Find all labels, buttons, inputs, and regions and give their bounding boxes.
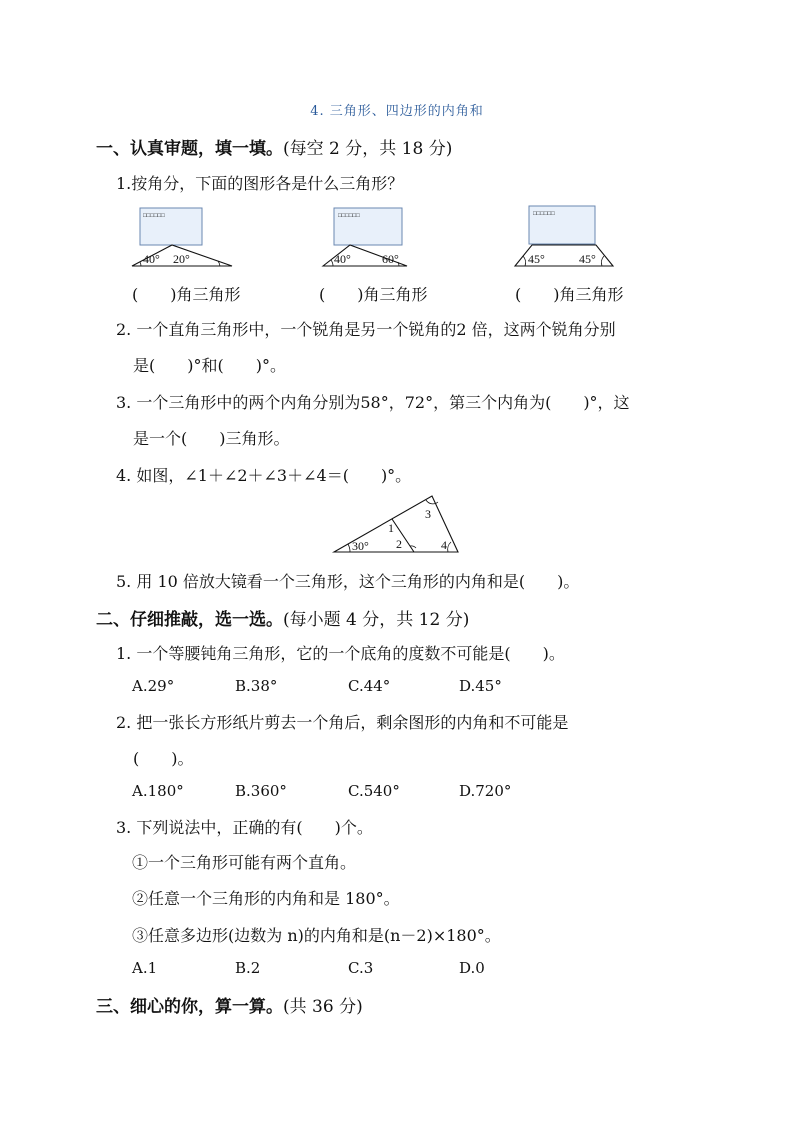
section2-heading: [96, 605, 469, 630]
s1-q1-text: 1.按角分，下面的图形各是什么三角形？: [116, 174, 404, 193]
fig2-angle-a: 40°: [334, 252, 351, 266]
s1-q1-answer-2: ( )角三角形: [319, 285, 428, 304]
s2-q2-option-b: B.360°: [235, 782, 287, 800]
s2-q3-option-c: C.3: [348, 959, 374, 977]
section2-note: (每小题 4 分，共 12 分): [283, 610, 470, 630]
triangle-figure-2: [320, 205, 420, 270]
s1-q5-text: 5. 用 10 倍放大镜看一个三角形，这个三角形的内角和是( )。: [116, 572, 580, 591]
page-title: 4. 三角形、四边形的内角和: [310, 104, 484, 119]
section3-heading-text: 三、细心的你，算一算。: [96, 997, 283, 1017]
s2-q3-statement-3: ③任意多边形(边数为 n)的内角和是(n－2)×180°。: [132, 926, 501, 945]
s2-q3-text: 3. 下列说法中，正确的有( )个。: [116, 818, 373, 837]
s2-q1-option-d: D.45°: [459, 677, 502, 695]
s2-q2-option-a: A.180°: [132, 782, 184, 800]
s2-q3-option-b: B.2: [235, 959, 261, 977]
section3-note: (共 36 分): [283, 997, 363, 1017]
card-1: [140, 208, 202, 245]
card-2-text: □□□□□□: [338, 213, 360, 219]
triangle-figure-1: [128, 205, 240, 270]
fig3-angle-b: 45°: [579, 252, 596, 266]
q4-angle-30: 30°: [352, 539, 369, 553]
s2-q2-line1: 2. 把一张长方形纸片剪去一个角后，剩余图形的内角和不可能是: [116, 713, 569, 732]
s2-q3-option-a: A.1: [132, 959, 158, 977]
s1-q2-line1: 2. 一个直角三角形中，一个锐角是另一个锐角的2 倍，这两个锐角分别: [116, 320, 616, 339]
section1-note: (每空 2 分，共 18 分): [283, 139, 453, 159]
s2-q3-statement-1: ①一个三角形可能有两个直角。: [132, 853, 357, 872]
q4-label-2: 2: [396, 537, 402, 551]
s1-q3-line1: 3. 一个三角形中的两个内角分别为58°，72°，第三个内角为( )°，这: [116, 393, 630, 412]
fig1-angle-a: 40°: [143, 252, 160, 266]
s1-q4-text: 4. 如图，∠1＋∠2＋∠3＋∠4＝( )°。: [116, 466, 412, 485]
card-2: [334, 208, 402, 245]
fig3-angle-a: 45°: [528, 252, 545, 266]
s1-q2-line2: 是( )°和( )°。: [133, 356, 286, 375]
fig1-angle-b: 20°: [173, 252, 190, 266]
card-3-text: □□□□□□: [533, 211, 555, 217]
section1-heading: [96, 134, 452, 159]
q4-label-3: 3: [425, 507, 431, 521]
s2-q1-option-a: A.29°: [132, 677, 175, 695]
s1-q1-answer-3: ( )角三角形: [515, 285, 624, 304]
section3-heading: [96, 992, 363, 1017]
fig2-angle-b: 60°: [382, 252, 399, 266]
s2-q1-option-c: C.44°: [348, 677, 391, 695]
q4-label-1: 1: [388, 521, 394, 535]
angles-figure: [330, 494, 462, 554]
s2-q3-option-d: D.0: [459, 959, 485, 977]
s2-q1-option-b: B.38°: [235, 677, 278, 695]
triangle-figure-3: [512, 203, 616, 270]
section1-heading-text: 一、认真审题，填一填。: [96, 139, 283, 159]
s2-q3-statement-2: ②任意一个三角形的内角和是 180°。: [132, 889, 400, 908]
card-1-text: □□□□□□: [143, 213, 165, 219]
s1-q3-line2: 是一个( )三角形。: [133, 429, 290, 448]
s2-q2-option-d: D.720°: [459, 782, 512, 800]
s1-q1-answer-1: ( )角三角形: [132, 285, 241, 304]
section2-heading-text: 二、仔细推敲，选一选。: [96, 610, 283, 630]
q4-label-4: 4: [441, 538, 447, 552]
s2-q2-line2: ( )。: [133, 749, 194, 768]
s2-q1-text: 1. 一个等腰钝角三角形，它的一个底角的度数不可能是( )。: [116, 644, 565, 663]
card-3: [529, 206, 595, 244]
s2-q2-option-c: C.540°: [348, 782, 400, 800]
